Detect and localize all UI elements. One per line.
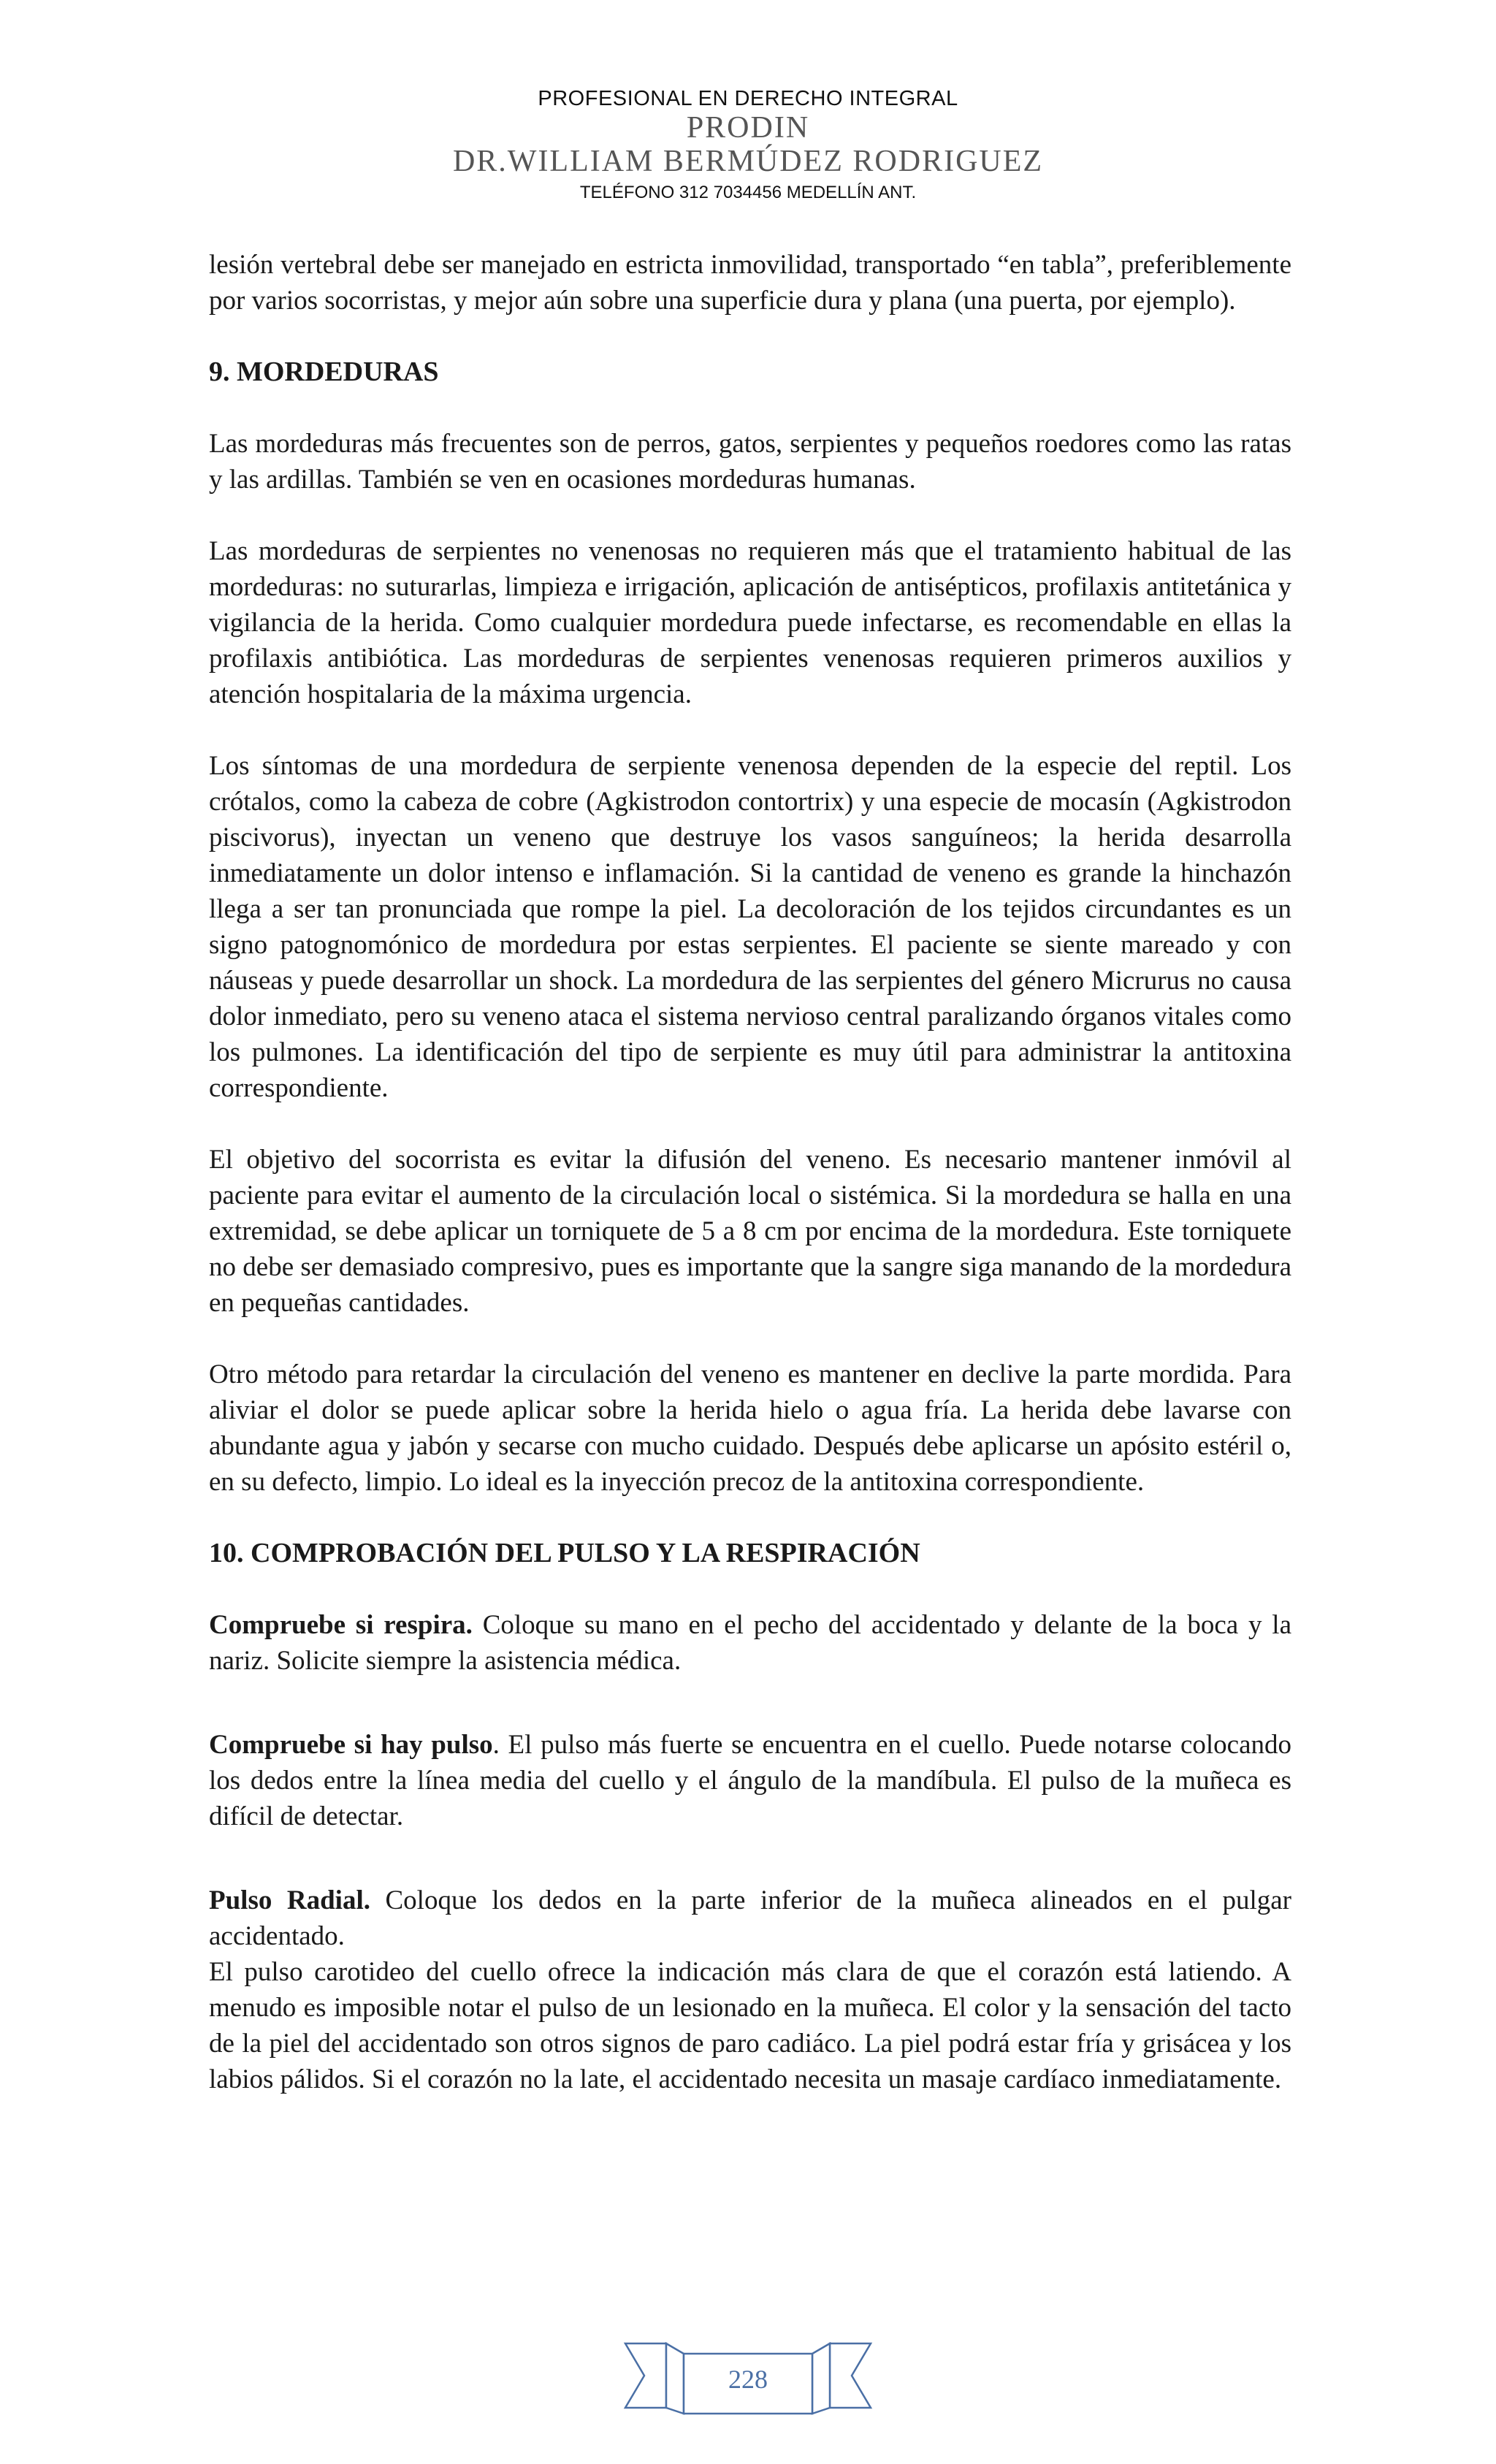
page-header [0,86,1496,205]
header-author: DR.WILLIAM BERMÚDEZ RODRIGUEZ [452,145,1044,178]
paragraph-otro-metodo: Otro método para retardar la circulación del veneno es mantener en declive la parte mordida. Para aliviar el dolor se puede aplicar sobre la herida hielo o agua fría. La herida debe lavarse con abundante agua y jabón y secarse con mucho cuidado. Después debe aplicarse un apósito estéril o, en su defecto, limpio. Lo ideal es la inyección precoz de la antitoxina correspondiente. [209,1359,1291,1497]
text-compruebe-respira: Coloque su mano en el pecho del accidentado y delante de la boca y la nariz. Solicite siempre la asistencia médica. [209,1610,1292,1676]
paragraph-objetivo-socorrista: El objetivo del socorrista es evitar la difusión del veneno. Es necesario mantener inmóvil al paciente para evitar el aumento de la circulación local o sistémica. Si la mordedura se halla en una extremidad, se debe aplicar un torniquete de 5 a 8 cm por encima de la mordedura. Este torniquete no debe ser demasiado compresivo, pues es importante que la sangre siga manando de la mordedura en pequeñas cantidades. [209,1145,1291,1318]
page-number: 228 [728,2365,768,2394]
label-compruebe-respira: Compruebe si respira. [209,1610,473,1640]
paragraph-mordeduras-frecuentes: Las mordeduras más frecuentes son de perros, gatos, serpientes y pequeños roedores como las ratas y las ardillas. También se ven en ocasiones mordeduras humanas. [209,429,1291,495]
paragraph-intro: lesión vertebral debe ser manejado en estricta inmovilidad, transportado “en tabla”, preferiblemente por varios socorristas, y mejor aún sobre una superficie dura y plana (una puerta, por ejemplo). [209,250,1291,316]
label-compruebe-pulso: Compruebe si hay pulso [209,1730,493,1760]
text-compruebe-pulso: . El pulso más fuerte se encuentra en el cuello. Puede notarse colocando los dedos entre la línea media del cuello y el ángulo de la mandíbula. El pulso de la muñeca es difícil de detectar. [209,1730,1291,1831]
label-pulso-radial: Pulso Radial. [209,1885,370,1915]
paragraph-compruebe-respira [209,1607,1291,1679]
section-heading-mordeduras: 9. MORDEDURAS [209,356,439,387]
paragraph-pulso-radial [209,1883,1291,1954]
text-pulso-radial: Coloque los dedos en la parte inferior de la muñeca alineados en el pulgar accidentado. [209,1885,1291,1951]
paragraph-compruebe-pulso [209,1727,1291,1834]
header-title: PROFESIONAL EN DERECHO INTEGRAL [538,87,958,110]
paragraph-pulso-carotideo: El pulso carotideo del cuello ofrece la indicación más clara de que el corazón está latiendo. A menudo es imposible notar el pulso de un lesionado en la muñeca. El color y la sensación del tacto de la piel del accidentado son otros signos de paro cadiáco. La piel podrá estar fría y grisácea y los labios pálidos. Si el corazón no la late, el accidentado necesita un masaje cardíaco inmediatamente. [209,1957,1291,2094]
page-content [209,247,1291,2097]
section-heading-pulso: 10. COMPROBACIÓN DEL PULSO Y LA RESPIRACIÓN [209,1538,920,1568]
paragraph-serpientes-no-venenosas: Las mordeduras de serpientes no venenosas no requieren más que el tratamiento habitual de las mordeduras: no suturarlas, limpieza e irrigación, aplicación de antisépticos, profilaxis antitetánica y vigilancia de la herida. Como cualquier mordedura puede infectarse, es recomendable en ellas la profilaxis antibiótica. Las mordeduras de serpientes venenosas requieren primeros auxilios y atención hospitalaria de la máxima urgencia. [209,536,1291,709]
header-acronym: PRODIN [686,111,810,145]
page-number-ribbon [622,2338,874,2418]
header-phone: TELÉFONO 312 7034456 MEDELLÍN ANT. [579,183,917,202]
paragraph-sintomas: Los síntomas de una mordedura de serpiente venenosa dependen de la especie del reptil. Los crótalos, como la cabeza de cobre (Agkistrodon contortrix) y una especie de mocasín (Agkistrodon piscivorus), inyectan un veneno que destruye los vasos sanguíneos; la herida desarrolla inmediatamente un dolor intenso e inflamación. Si la cantidad de veneno es grande la hinchazón llega a ser tan pronunciada que rompe la piel. La decoloración de los tejidos circundantes es un signo patognomónico de mordedura por estas serpientes. El paciente se siente mareado y con náuseas y puede desarrollar un shock. La mordedura de las serpientes del género Micrurus no causa dolor inmediato, pero su veneno ataca el sistema nervioso central paralizando órganos vitales como los pulmones. La identificación del tipo de serpiente es muy útil para administrar la antitoxina correspondiente. [209,751,1291,1103]
